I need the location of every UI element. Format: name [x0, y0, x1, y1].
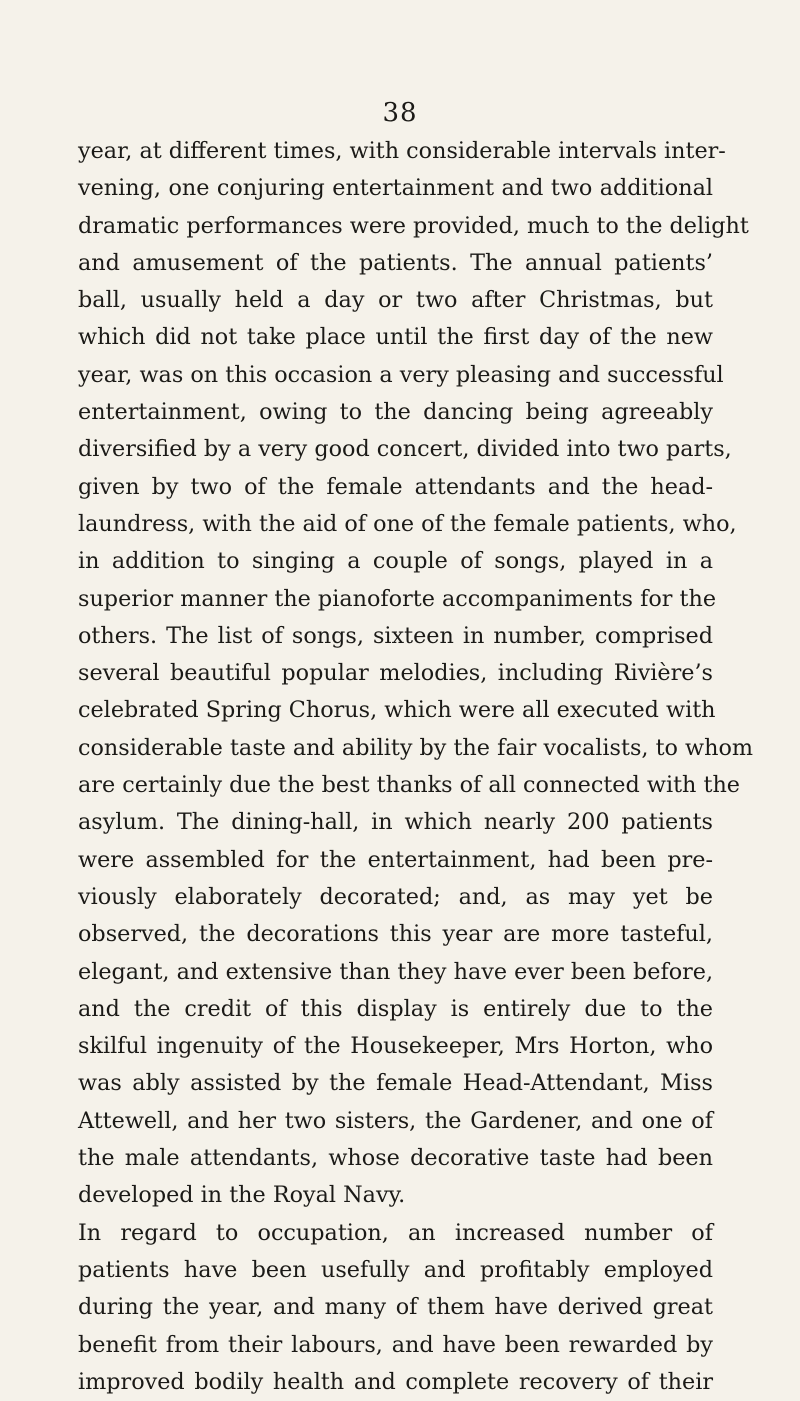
text-line: observed, the decorations this year are more tasteful, — [78, 921, 713, 948]
text-line: skilful ingenuity of the Housekeeper, Mrs Horton, who — [78, 1033, 713, 1060]
text-line: in addition to singing a couple of songs, played in a — [78, 548, 713, 575]
text-line: developed in the Royal Navy. — [78, 1182, 406, 1209]
text-line: the male attendants, whose decorative taste had been — [78, 1145, 713, 1172]
text-line: were assembled for the entertainment, had been pre- — [78, 846, 713, 873]
text-line: elegant, and extensive than they have ever been before, — [78, 958, 714, 985]
body-text — [78, 133, 754, 1401]
text-line: vening, one conjuring entertainment and two additional — [78, 175, 713, 202]
text-line: superior manner the pianoforte accompaniments for the — [78, 585, 717, 612]
text-line: celebrated Spring Chorus, which were all executed with — [78, 697, 716, 724]
text-line: diversified by a very good concert, divided into two parts, — [78, 436, 732, 463]
text-line: In regard to occupation, an increased number of — [78, 1219, 713, 1246]
text-line: benefit from their labours, and have been rewarded by — [78, 1331, 713, 1358]
text-line: asylum. The dining-hall, in which nearly 200 patients — [78, 809, 713, 836]
text-line: Attewell, and her two sisters, the Gardener, and one of — [78, 1107, 713, 1134]
text-line: entertainment, owing to the dancing being agreeably — [78, 399, 713, 426]
text-line: several beautiful popular melodies, including Rivière’s — [78, 660, 713, 687]
text-line: year, was on this occasion a very pleasing and successful — [78, 361, 724, 388]
text-line: was ably assisted by the female Head-Attendant, Miss — [78, 1070, 713, 1097]
text-line: laundress, with the aid of one of the female patients, who, — [78, 510, 737, 537]
text-line: which did not take place until the first day of the new — [78, 324, 713, 351]
text-line: and the credit of this display is entirely due to the — [78, 995, 713, 1022]
text-line: considerable taste and ability by the fair vocalists, to whom — [78, 734, 754, 761]
text-line: are certainly due the best thanks of all connected with the — [78, 772, 741, 799]
text-line: year, at different times, with considerable intervals inter- — [78, 138, 726, 164]
text-line: dramatic performances were provided, much to the delight — [78, 212, 749, 239]
text-line: others. The list of songs, sixteen in number, comprised — [78, 622, 713, 649]
text-line: ball, usually held a day or two after Christmas, but — [78, 287, 713, 314]
text-line: and amusement of the patients. The annual patients’ — [78, 249, 713, 276]
text-line: improved bodily health and complete recovery of their — [78, 1368, 713, 1395]
text-line: viously elaborately decorated; and, as may yet be — [78, 883, 713, 910]
text-line: given by two of the female attendants and the head- — [78, 473, 713, 500]
text-line: patients have been usefully and profitably employed — [78, 1256, 713, 1283]
text-line: during the year, and many of them have derived great — [78, 1294, 713, 1321]
page-number: 38 — [382, 98, 418, 128]
